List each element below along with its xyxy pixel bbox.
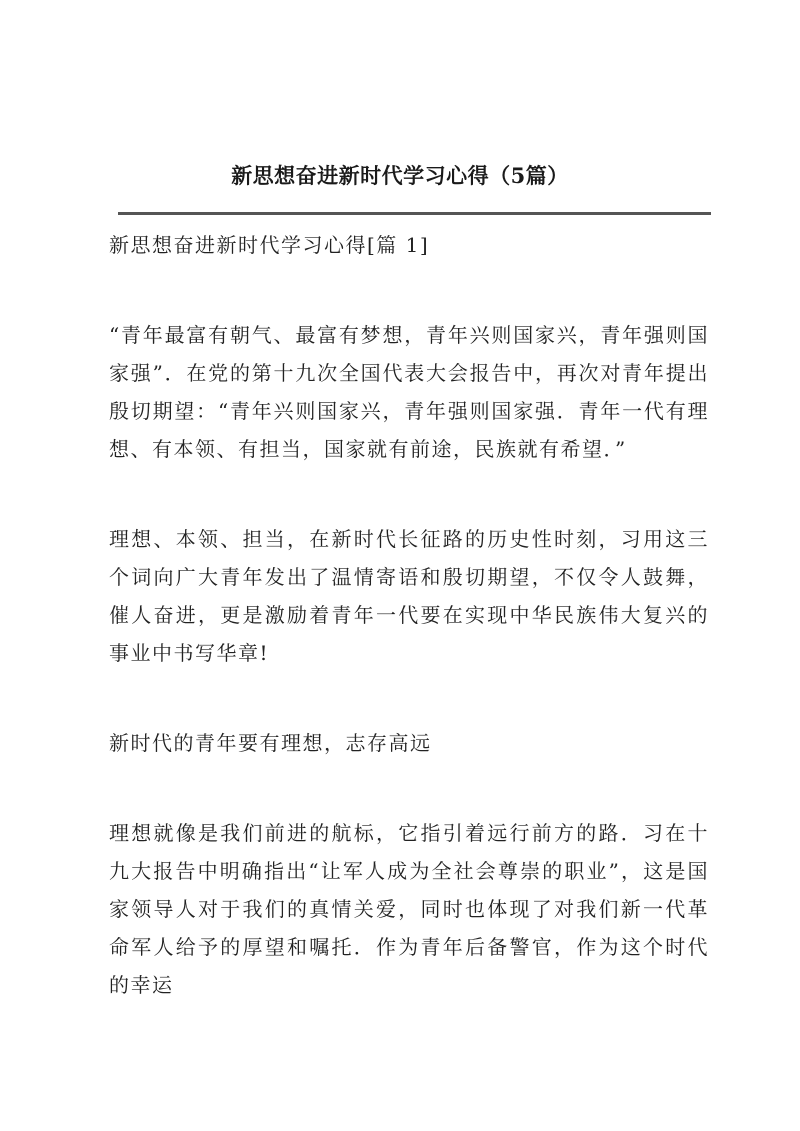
- paragraph-1: “青年最富有朝气、最富有梦想，青年兴则国家兴，青年强则国家强”．在党的第十九次全国代表大会报告中，再次对青年提出殷切期望：“青年兴则国家兴，青年强则国家强．青年一代有理想、有本领、有担当，国家就有前途，民族就有希望．”: [109, 323, 709, 461]
- paragraph-2: 理想、本领、担当，在新时代长征路的历史性时刻，习用这三个词向广大青年发出了温情寄语和殷切期望，不仅令人鼓舞，催人奋进，更是激励着青年一代要在实现中华民族伟大复兴的事业中书写华章!: [109, 527, 709, 665]
- subheading-ideals: 新时代的青年要有理想，志存高远: [109, 731, 432, 755]
- title-divider: [118, 212, 711, 215]
- section-heading: 新思想奋进新时代学习心得[篇 1]: [109, 233, 430, 257]
- paragraph-3: 理想就像是我们前进的航标，它指引着远行前方的路．习在十九大报告中明确指出“让军人成为全社会尊崇的职业”，这是国家领导人对于我们的真情关爱，同时也体现了对我们新一代革命军人给予的厚望和嘱托．作为青年后备警官，作为这个时代的幸运: [109, 821, 709, 997]
- document-title: 新思想奋进新时代学习心得（5篇）: [231, 163, 569, 188]
- document-body: [109, 226, 709, 1004]
